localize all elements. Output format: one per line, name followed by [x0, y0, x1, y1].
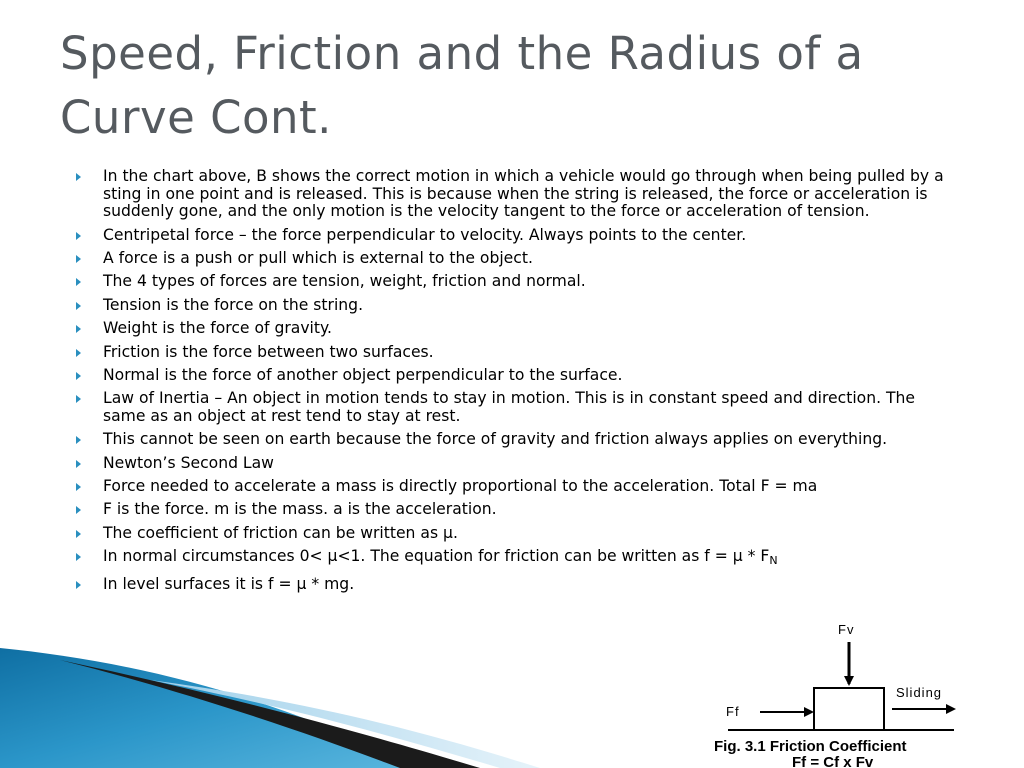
- subscript-n: N: [769, 554, 778, 568]
- bullet-text: Newton’s Second Law: [103, 453, 274, 472]
- label-ff: Ff: [726, 704, 740, 719]
- triangle-bullet-icon: [76, 395, 81, 403]
- triangle-bullet-icon: [76, 349, 81, 357]
- bullet-item: [76, 431, 946, 449]
- bullet-text: Normal is the force of another object perpendicular to the surface.: [103, 365, 623, 384]
- bullet-item: [76, 548, 946, 570]
- bullet-text: Force needed to accelerate a mass is directly proportional to the acceleration. Total F = ma: [103, 477, 818, 496]
- triangle-bullet-icon: [76, 436, 81, 444]
- bullet-text: In level surfaces it is f = μ * mg.: [103, 574, 355, 593]
- bullet-item: [76, 168, 946, 221]
- triangle-bullet-icon: [76, 483, 81, 491]
- slide-title: Speed, Friction and the Radius of a Curve Cont.: [60, 27, 864, 144]
- bullet-text: This cannot be seen on earth because the force of gravity and friction always applies on everything.: [103, 430, 888, 449]
- triangle-bullet-icon: [76, 232, 81, 240]
- bullet-item: [76, 344, 946, 362]
- bullet-item: [76, 525, 946, 543]
- label-sliding: Sliding: [896, 685, 943, 700]
- bullet-text: A force is a push or pull which is external to the object.: [103, 248, 533, 267]
- figure-caption: Fig. 3.1 Friction Coefficient: [714, 738, 907, 755]
- bullet-text: In the chart above, B shows the correct motion in which a vehicle would go through when being pulled by a sting in one point and is released. This is because when the string is released, the force or acceleration is suddenly gone, and the only motion is the velocity tangent to the force or acceleration of tension.: [103, 167, 944, 221]
- figure-formula: Ff = Cf x Fv: [792, 754, 874, 768]
- bullet-item: [76, 320, 946, 338]
- bullet-item: [76, 250, 946, 268]
- bullet-text: Tension is the force on the string.: [103, 295, 364, 314]
- bullet-text: F is the force. m is the mass. a is the acceleration.: [103, 500, 497, 519]
- bullet-item: [76, 501, 946, 519]
- triangle-bullet-icon: [76, 255, 81, 263]
- bullet-item: [76, 227, 946, 245]
- triangle-bullet-icon: [76, 372, 81, 380]
- triangle-bullet-icon: [76, 506, 81, 514]
- triangle-bullet-icon: [76, 581, 81, 589]
- triangle-bullet-icon: [76, 325, 81, 333]
- bullet-text: Law of Inertia – An object in motion tends to stay in motion. This is in constant speed and direction. The same as an object at rest tend to stay at rest.: [103, 389, 916, 425]
- bullet-item: [76, 478, 946, 496]
- label-fv: Fv: [838, 622, 855, 637]
- triangle-bullet-icon: [76, 553, 81, 561]
- bullet-item: [76, 297, 946, 315]
- triangle-bullet-icon: [76, 278, 81, 286]
- triangle-bullet-icon: [76, 460, 81, 468]
- bullet-text: The 4 types of forces are tension, weight, friction and normal.: [103, 272, 586, 291]
- bullet-item: [76, 576, 946, 594]
- triangle-bullet-icon: [76, 173, 81, 181]
- bullet-text: Centripetal force – the force perpendicular to velocity. Always points to the center.: [103, 225, 747, 244]
- triangle-bullet-icon: [76, 530, 81, 538]
- bullet-text: In normal circumstances 0< μ<1. The equation for friction can be written as f = μ * F: [103, 547, 770, 566]
- bullet-text: The coefficient of friction can be written as μ.: [103, 523, 458, 542]
- bullet-item: [76, 273, 946, 291]
- bullet-item: [76, 367, 946, 385]
- friction-diagram: [708, 618, 988, 768]
- triangle-bullet-icon: [76, 302, 81, 310]
- bullet-list: [76, 168, 946, 599]
- bullet-item: [76, 455, 946, 473]
- bullet-item: [76, 390, 946, 425]
- sliding-block: [814, 688, 884, 730]
- bullet-text: Weight is the force of gravity.: [103, 319, 332, 338]
- bullet-text: Friction is the force between two surfaces.: [103, 342, 434, 361]
